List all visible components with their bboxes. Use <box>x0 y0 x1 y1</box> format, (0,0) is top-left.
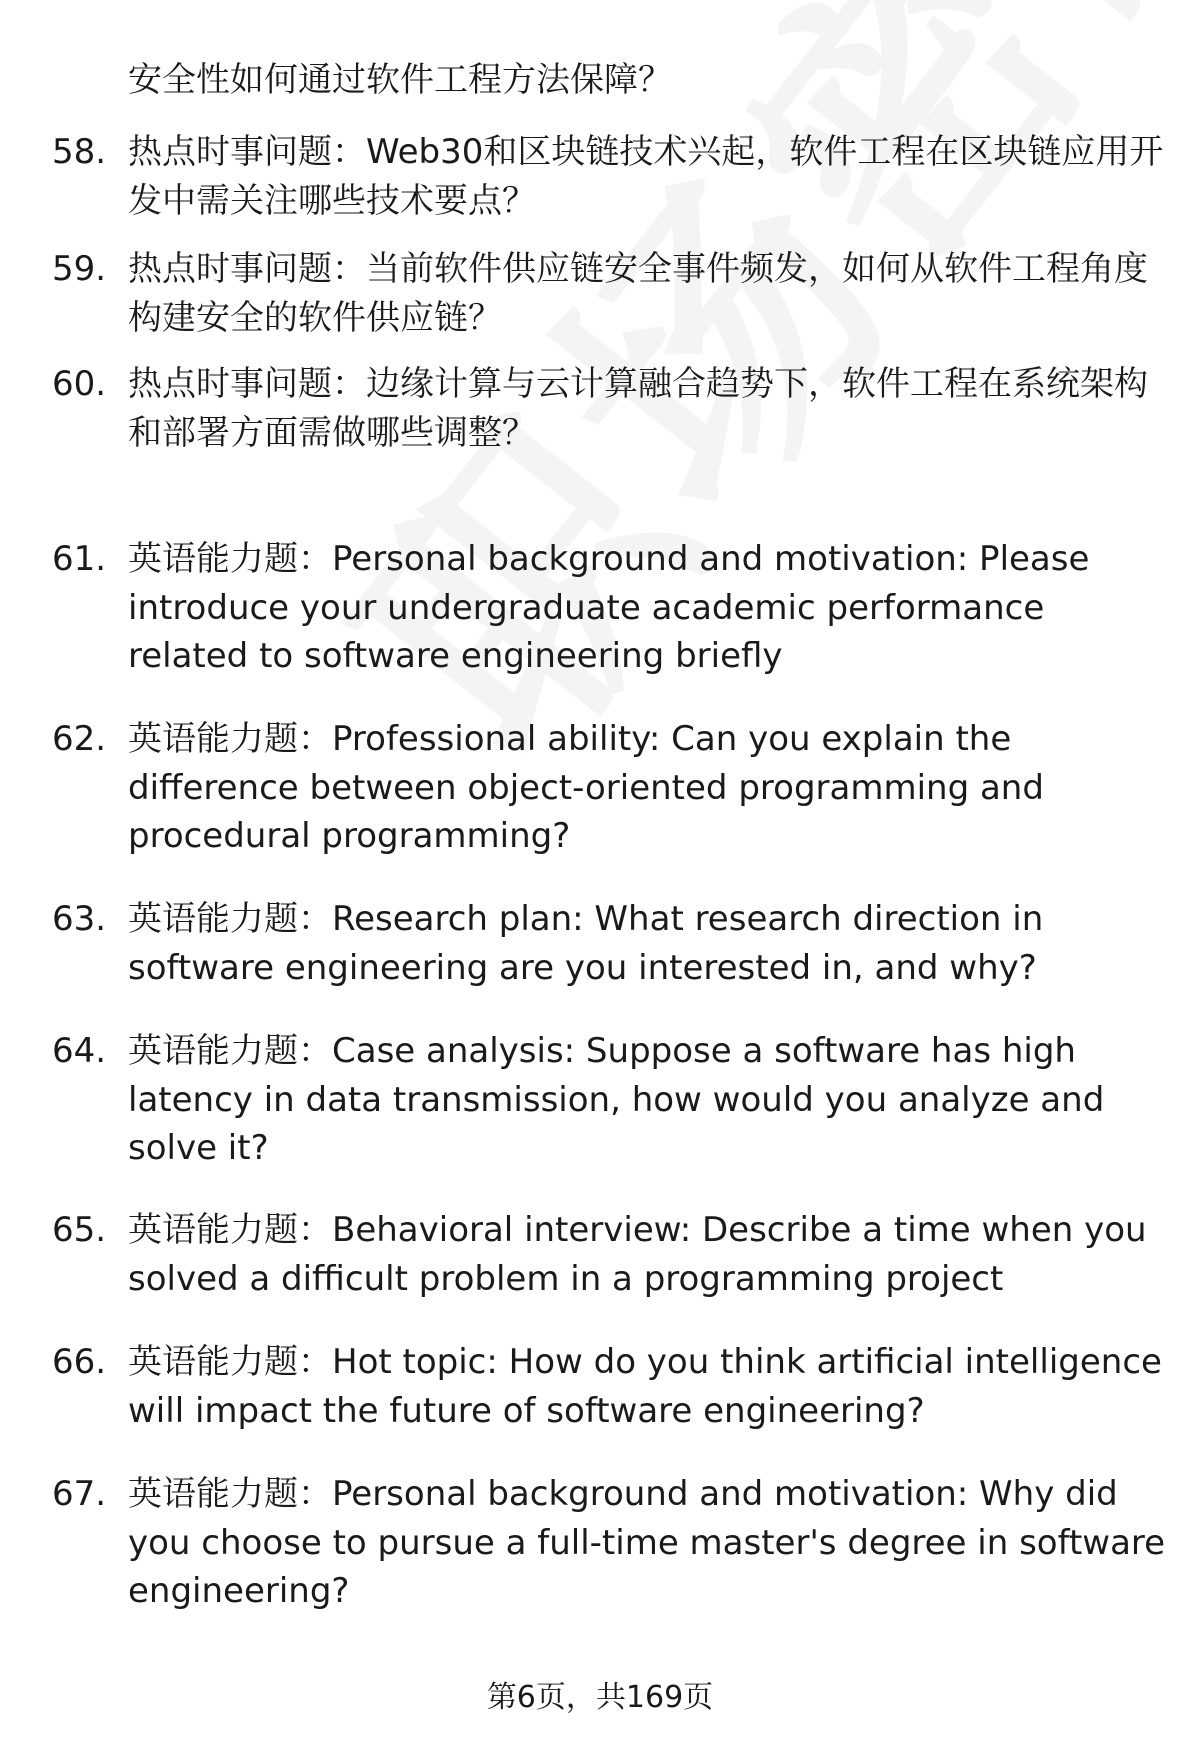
question-text: 英语能力题：Personal background and motivation: Please introduce your undergraduate academic performance related to software engineering briefly <box>128 539 1090 676</box>
question-number: 62. <box>52 719 107 759</box>
question-number: 66. <box>52 1342 107 1382</box>
page-footer: 第6页，共169页 <box>486 1680 714 1715</box>
question-number: 60. <box>52 364 107 404</box>
question-text: 热点时事问题：边缘计算与云计算融合趋势下，软件工程在系统架构和部署方面需做哪些调整？ <box>128 364 1148 453</box>
continuation-text: 安全性如何通过软件工程方法保障？ <box>128 60 672 100</box>
question-text: 热点时事问题：Web30和区块链技术兴起，软件工程在区块链应用开发中需关注哪些技术要点？ <box>128 132 1164 221</box>
question-text: 英语能力题：Professional ability: Can you explain the difference between object-oriented programming and procedural programming? <box>128 719 1044 856</box>
question-text: 英语能力题：Behavioral interview: Describe a time when you solved a difficult problem in a programming project <box>128 1210 1147 1299</box>
question-number: 61. <box>52 539 107 579</box>
question-text: 热点时事问题：当前软件供应链安全事件频发，如何从软件工程角度构建安全的软件供应链？ <box>128 249 1148 338</box>
question-number: 58. <box>52 132 107 172</box>
question-text: 英语能力题：Hot topic: How do you think artificial intelligence will impact the future of software engineering? <box>128 1342 1162 1431</box>
question-number: 65. <box>52 1210 107 1250</box>
question-text: 英语能力题：Personal background and motivation: Why did you choose to pursue a full-time master's degree in software engineering? <box>128 1474 1166 1611</box>
question-number: 64. <box>52 1031 107 1071</box>
question-number: 67. <box>52 1474 107 1514</box>
question-text: 英语能力题：Case analysis: Suppose a software has high latency in data transmission, how would you analyze and solve it? <box>128 1031 1105 1168</box>
question-text: 英语能力题：Research plan: What research direction in software engineering are you interested in, and why? <box>128 899 1044 988</box>
question-number: 63. <box>52 899 107 939</box>
question-number: 59. <box>52 249 107 289</box>
